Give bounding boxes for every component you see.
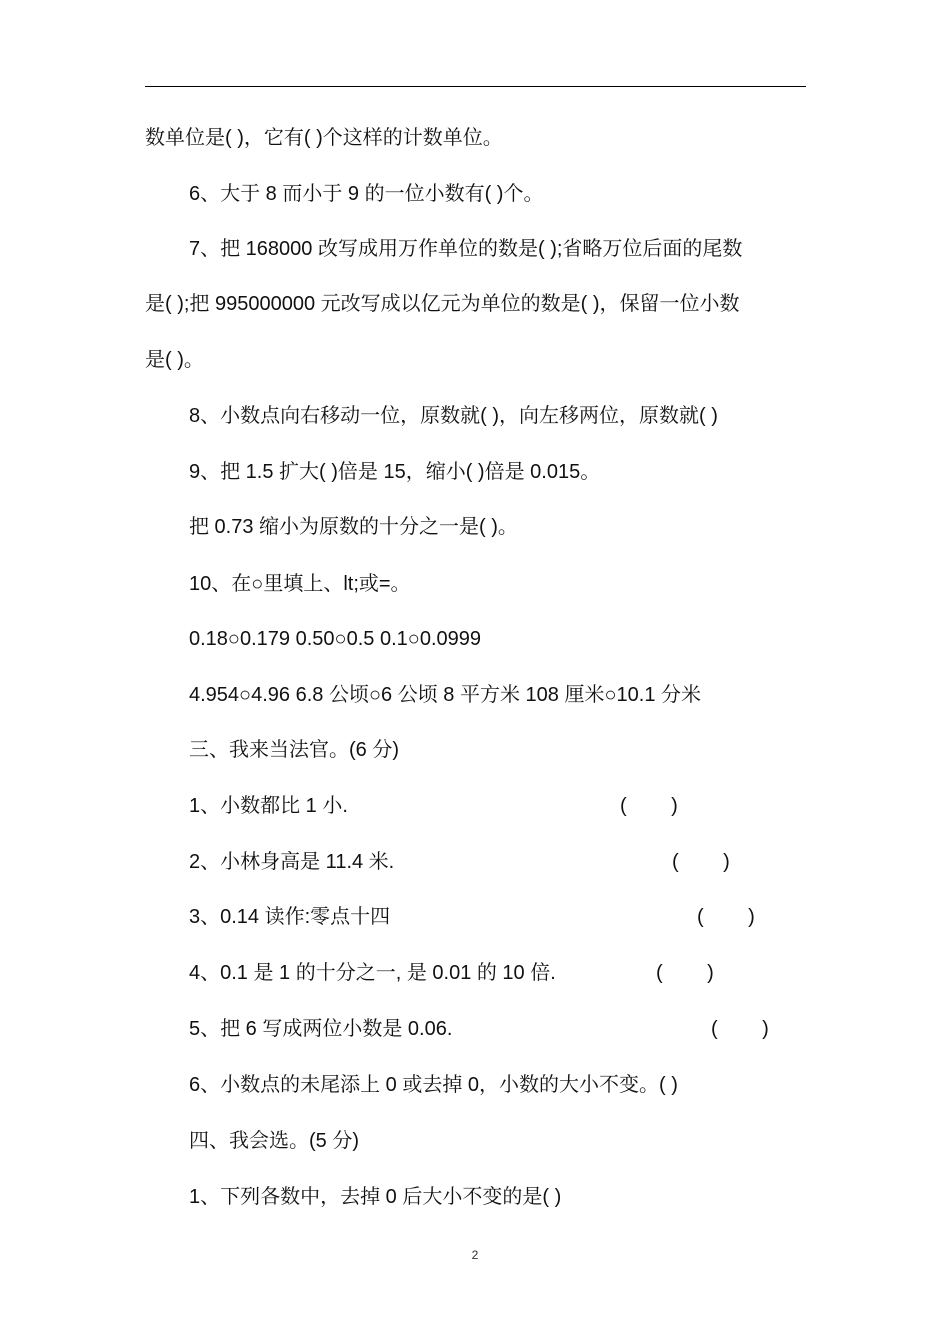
text-line: 0.18○0.179 0.50○0.5 0.1○0.0999 — [189, 628, 482, 650]
answer-paren: ( ) — [672, 851, 730, 873]
text-line: 是( )。 — [145, 349, 204, 371]
judge-item-text: 2、小林身高是 11.4 米. — [189, 851, 395, 873]
answer-paren: ( ) — [711, 1018, 769, 1040]
judge-item-text: 3、0.14 读作:零点十四 — [189, 906, 391, 928]
text-line: 6、大于 8 而小于 9 的一位小数有( )个。 — [189, 183, 544, 205]
page-number: 2 — [471, 1248, 479, 1262]
section-heading: 四、我会选。(5 分) — [189, 1130, 359, 1152]
section-heading: 三、我来当法官。(6 分) — [189, 739, 399, 761]
text-line: 数单位是( )，它有( )个这样的计数单位。 — [145, 127, 503, 149]
answer-paren: ( ) — [656, 962, 714, 984]
text-line: 6、小数点的未尾添上 0 或去掉 0，小数的大小不变。( ) — [189, 1074, 678, 1096]
judge-item-text: 5、把 6 写成两位小数是 0.06. — [189, 1018, 453, 1040]
text-line: 9、把 1.5 扩大( )倍是 15，缩小( )倍是 0.015。 — [189, 461, 601, 483]
text-line: 8、小数点向右移动一位，原数就( )，向左移两位，原数就( ) — [189, 405, 718, 427]
header-rule — [145, 86, 806, 87]
answer-paren: ( ) — [620, 795, 678, 817]
text-line: 7、把 168000 改写成用万作单位的数是( );省略万位后面的尾数 — [189, 238, 743, 260]
text-line: 4.954○4.96 6.8 公顷○6 公顷 8 平方米 108 厘米○10.1 分米 — [189, 684, 702, 706]
text-line: 是( );把 995000000 元改写成以亿元为单位的数是( )，保留一位小数 — [145, 293, 740, 315]
judge-item-text: 4、0.1 是 1 的十分之一, 是 0.01 的 10 倍. — [189, 962, 556, 984]
text-line: 10、在○里填上、lt;或=。 — [189, 573, 411, 595]
answer-paren: ( ) — [697, 906, 755, 928]
text-line: 把 0.73 缩小为原数的十分之一是( )。 — [189, 516, 518, 538]
judge-item-text: 1、小数都比 1 小. — [189, 795, 348, 817]
text-line: 1、下列各数中，去掉 0 后大小不变的是( ) — [189, 1186, 562, 1208]
